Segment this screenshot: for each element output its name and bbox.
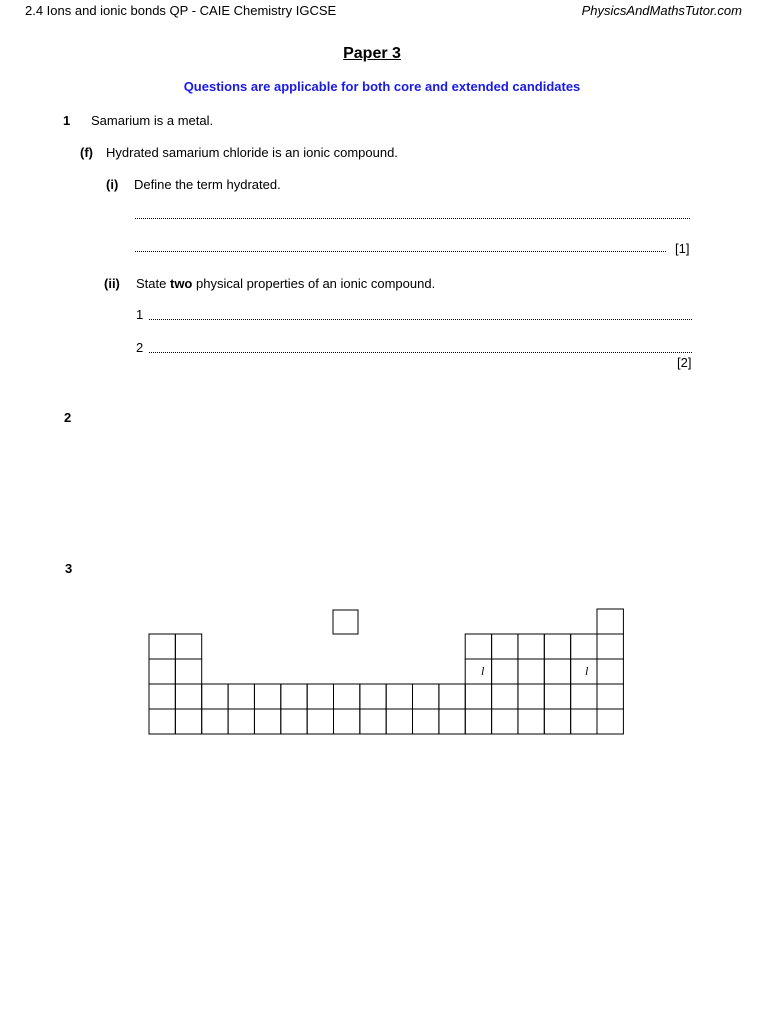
periodic-cell xyxy=(465,659,491,684)
document-header-source: PhysicsAndMathsTutor.com xyxy=(581,3,742,18)
periodic-cell xyxy=(175,659,201,684)
periodic-cell xyxy=(413,684,439,709)
question-2-number: 2 xyxy=(64,410,72,425)
mark-allocation-i: [1] xyxy=(675,241,690,256)
periodic-cell xyxy=(571,659,597,684)
periodic-cell-top-right xyxy=(597,609,623,634)
periodic-cell xyxy=(465,684,491,709)
part-f-i-label: (i) xyxy=(106,177,119,192)
periodic-cell xyxy=(307,709,333,734)
periodic-cell xyxy=(518,684,544,709)
periodic-cell xyxy=(360,684,386,709)
answer-line-ii-1-number: 1 xyxy=(136,307,144,322)
periodic-cell xyxy=(571,709,597,734)
periodic-cell xyxy=(597,684,623,709)
part-f-ii-label: (ii) xyxy=(104,276,120,291)
periodic-cell xyxy=(386,684,412,709)
periodic-cell xyxy=(544,709,570,734)
part-f-label: (f) xyxy=(80,145,93,160)
periodic-cell xyxy=(254,709,280,734)
periodic-cell xyxy=(149,709,175,734)
periodic-cell xyxy=(228,684,254,709)
periodic-cell xyxy=(228,709,254,734)
periodic-cell xyxy=(492,634,518,659)
periodic-cell xyxy=(439,709,465,734)
periodic-cell xyxy=(386,709,412,734)
periodic-cell xyxy=(544,634,570,659)
periodic-cell-label-a: l xyxy=(481,664,485,678)
periodic-cell xyxy=(413,709,439,734)
periodic-cell-detached xyxy=(333,610,358,634)
periodic-cell xyxy=(597,659,623,684)
periodic-cell xyxy=(334,709,360,734)
part-f-text: Hydrated samarium chloride is an ionic compound. xyxy=(106,145,398,160)
periodic-cell xyxy=(492,659,518,684)
periodic-cell xyxy=(571,634,597,659)
periodic-cell xyxy=(175,709,201,734)
periodic-cell xyxy=(544,684,570,709)
part-f-i-text: Define the term hydrated. xyxy=(134,177,281,192)
answer-line-ii-2-number: 2 xyxy=(136,340,144,355)
periodic-cell xyxy=(439,684,465,709)
paper-title: Paper 3 xyxy=(343,45,401,62)
periodic-cell xyxy=(571,684,597,709)
applicability-note: Questions are applicable for both core and extended candidates xyxy=(183,79,581,94)
periodic-cell xyxy=(465,709,491,734)
periodic-cell xyxy=(334,684,360,709)
periodic-cell xyxy=(202,709,228,734)
periodic-cell xyxy=(175,684,201,709)
periodic-cell xyxy=(518,709,544,734)
periodic-cell xyxy=(307,684,333,709)
periodic-cell xyxy=(281,709,307,734)
periodic-cell-label-b: l xyxy=(585,664,589,678)
periodic-cell xyxy=(544,659,570,684)
periodic-cell xyxy=(202,684,228,709)
part-f-ii-text: State two physical properties of an ionic compound. xyxy=(136,276,436,291)
periodic-cell xyxy=(360,709,386,734)
periodic-cell xyxy=(518,634,544,659)
periodic-cell xyxy=(465,634,491,659)
periodic-cell xyxy=(149,659,175,684)
periodic-cell xyxy=(492,684,518,709)
periodic-cell xyxy=(597,634,623,659)
document-header-title: 2.4 Ions and ionic bonds QP - CAIE Chemistry IGCSE xyxy=(25,3,337,18)
question-1-stem: Samarium is a metal. xyxy=(91,113,214,128)
question-1-number: 1 xyxy=(63,113,71,128)
question-3-number: 3 xyxy=(65,561,73,576)
periodic-cell xyxy=(149,634,175,659)
periodic-cell xyxy=(281,684,307,709)
periodic-cell xyxy=(254,684,280,709)
periodic-cell xyxy=(149,684,175,709)
mark-allocation-ii: [2] xyxy=(677,355,692,370)
periodic-cell xyxy=(175,634,201,659)
periodic-cell xyxy=(597,709,623,734)
periodic-cell xyxy=(492,709,518,734)
periodic-cell xyxy=(518,659,544,684)
